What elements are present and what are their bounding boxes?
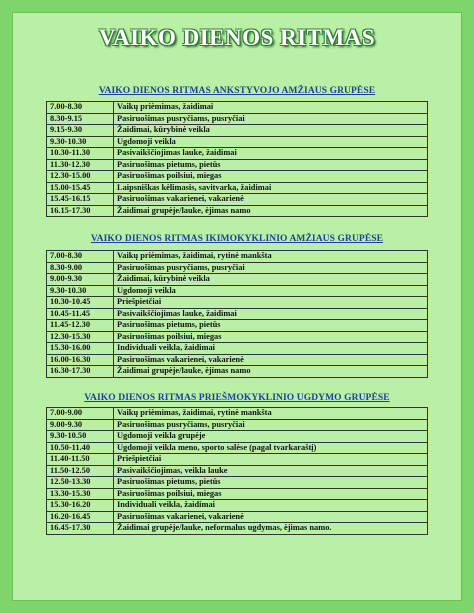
table-row bbox=[47, 297, 428, 309]
table-row bbox=[47, 194, 428, 206]
table-row bbox=[47, 354, 428, 366]
activity-cell: Pasiruošimas poilsiui, miegas bbox=[114, 488, 428, 500]
activity-cell: Pasiruošimas vakarienei, vakarienė bbox=[114, 194, 428, 206]
table-row bbox=[47, 331, 428, 343]
activity-cell: Žaidimai, kūrybinė veikla bbox=[114, 125, 428, 137]
time-cell: 16.15-17.30 bbox=[47, 205, 114, 217]
time-cell: 12.30-15.00 bbox=[47, 171, 114, 183]
table-row bbox=[47, 477, 428, 489]
activity-cell: Pasivaikščiojimas lauke, žaidimai bbox=[114, 308, 428, 320]
time-cell: 7.00-8.30 bbox=[47, 102, 114, 114]
activity-cell: Ugdomoji veikla bbox=[114, 136, 428, 148]
table-row bbox=[47, 136, 428, 148]
activity-cell: Pasiruošimas vakarienei, vakarienė bbox=[114, 354, 428, 366]
activity-cell: Pasiruošimas pietums, pietūs bbox=[114, 477, 428, 489]
document-page bbox=[12, 12, 462, 601]
time-cell: 10.45-11.45 bbox=[47, 308, 114, 320]
time-cell: 16.45-17.30 bbox=[47, 523, 114, 535]
time-cell: 11.40-11.50 bbox=[47, 454, 114, 466]
time-cell: 12.30-15.30 bbox=[47, 331, 114, 343]
time-cell: 16.00-16.30 bbox=[47, 354, 114, 366]
time-cell: 9.30-10.30 bbox=[47, 136, 114, 148]
time-cell: 11.45-12.30 bbox=[47, 320, 114, 332]
table-row bbox=[47, 431, 428, 443]
activity-cell: Pasiruošimas pietums, pietūs bbox=[114, 159, 428, 171]
time-cell: 10.30-10.45 bbox=[47, 297, 114, 309]
section-early-age bbox=[13, 86, 461, 96]
activity-cell: Individuali veikla, žaidimai bbox=[114, 500, 428, 512]
table-row bbox=[47, 343, 428, 355]
time-cell: 15.30-16.20 bbox=[47, 500, 114, 512]
table-row bbox=[47, 274, 428, 286]
activity-cell: Žaidimai grupėje/lauke, neformalus ugdymas, ėjimas namo. bbox=[114, 523, 428, 535]
time-cell: 9.00-9.30 bbox=[47, 274, 114, 286]
time-cell: 9.30-10.30 bbox=[47, 285, 114, 297]
activity-cell: Pasiruošimas pusryčiams, pusryčiai bbox=[114, 419, 428, 431]
activity-cell: Pasivaikščiojimas lauke, žaidimai bbox=[114, 148, 428, 160]
table-row bbox=[47, 500, 428, 512]
table-row bbox=[47, 308, 428, 320]
table-row bbox=[47, 442, 428, 454]
activity-cell: Žaidimai grupėje/lauke, ėjimas namo bbox=[114, 366, 428, 378]
activity-cell: Pasiruošimas pusryčiams, pusryčiai bbox=[114, 262, 428, 274]
time-cell: 8.30-9.00 bbox=[47, 262, 114, 274]
time-cell: 11.50-12.50 bbox=[47, 465, 114, 477]
table-row bbox=[47, 454, 428, 466]
time-cell: 15.00-15.45 bbox=[47, 182, 114, 194]
activity-cell: Pasivaikščiojimas, veikla lauke bbox=[114, 465, 428, 477]
table-row bbox=[47, 205, 428, 217]
table-row bbox=[47, 488, 428, 500]
table-row bbox=[47, 419, 428, 431]
activity-cell: Ugdomoji veikla bbox=[114, 285, 428, 297]
section-pre-primary bbox=[13, 393, 461, 403]
table-row bbox=[47, 113, 428, 125]
time-cell: 15.45-16.15 bbox=[47, 194, 114, 206]
time-cell: 8.30-9.15 bbox=[47, 113, 114, 125]
table-row bbox=[47, 171, 428, 183]
table-row bbox=[47, 408, 428, 420]
schedule-table-preschool-age bbox=[46, 250, 428, 378]
activity-cell: Pasiruošimas pietums, pietūs bbox=[114, 320, 428, 332]
activity-cell: Priešpietčiai bbox=[114, 297, 428, 309]
table-row bbox=[47, 251, 428, 263]
schedule-table-early-age bbox=[46, 101, 428, 217]
table-row bbox=[47, 102, 428, 114]
activity-cell: Vaikų priėmimas, žaidimai, rytinė mankšta bbox=[114, 251, 428, 263]
table-row bbox=[47, 159, 428, 171]
activity-cell: Ugdomoji veikla grupėje bbox=[114, 431, 428, 443]
activity-cell: Pasiruošimas pusryčiams, pusryčiai bbox=[114, 113, 428, 125]
activity-cell: Vaikų priėmimas, žaidimai bbox=[114, 102, 428, 114]
time-cell: 16.30-17.30 bbox=[47, 366, 114, 378]
activity-cell: Žaidimai, kūrybinė veikla bbox=[114, 274, 428, 286]
table-row bbox=[47, 465, 428, 477]
activity-cell: Individuali veikla, žaidimai bbox=[114, 343, 428, 355]
activity-cell: Priešpietčiai bbox=[114, 454, 428, 466]
time-cell: 7.00-8.30 bbox=[47, 251, 114, 263]
time-cell: 15.30-16.00 bbox=[47, 343, 114, 355]
section-heading: VAIKO DIENOS RITMAS ANKSTYVOJO AMŽIAUS GRUPĖSE bbox=[98, 86, 376, 96]
time-cell: 9.30-10.50 bbox=[47, 431, 114, 443]
section-heading: VAIKO DIENOS RITMAS PRIEŠMOKYKLINIO UGDYMO GRUPĖSE bbox=[84, 393, 390, 403]
schedule-table-pre-primary bbox=[46, 407, 428, 535]
table-row bbox=[47, 366, 428, 378]
activity-cell: Pasiruošimas vakarienei, vakarienė bbox=[114, 511, 428, 523]
table-row bbox=[47, 511, 428, 523]
table-row bbox=[47, 125, 428, 137]
table-row bbox=[47, 523, 428, 535]
table-row bbox=[47, 262, 428, 274]
activity-cell: Ugdomoji veikla meno, sporto salėse (pagal tvarkaraštį) bbox=[114, 442, 428, 454]
time-cell: 16.20-16.45 bbox=[47, 511, 114, 523]
activity-cell: Vaikų priėmimas, žaidimai, rytinė mankšta bbox=[114, 408, 428, 420]
table-row bbox=[47, 182, 428, 194]
activity-cell: Laipsniškas kėlimasis, savitvarka, žaidimai bbox=[114, 182, 428, 194]
time-cell: 12.50-13.30 bbox=[47, 477, 114, 489]
section-preschool-age bbox=[13, 234, 461, 244]
time-cell: 9.00-9.30 bbox=[47, 419, 114, 431]
time-cell: 10.30-11.30 bbox=[47, 148, 114, 160]
time-cell: 13.30-15.30 bbox=[47, 488, 114, 500]
table-row bbox=[47, 285, 428, 297]
activity-cell: Žaidimai grupėje/lauke, ėjimas namo bbox=[114, 205, 428, 217]
activity-cell: Pasiruošimas poilsiui, miegas bbox=[114, 331, 428, 343]
activity-cell: Pasiruošimas poilsiui, miegas bbox=[114, 171, 428, 183]
time-cell: 10.50-11.40 bbox=[47, 442, 114, 454]
time-cell: 11.30-12.30 bbox=[47, 159, 114, 171]
table-row bbox=[47, 320, 428, 332]
section-heading: VAIKO DIENOS RITMAS IKIMOKYKLINIO AMŽIAUS GRUPĖSE bbox=[90, 234, 384, 244]
page-title: VAIKO DIENOS RITMAS bbox=[98, 25, 376, 50]
table-row bbox=[47, 148, 428, 160]
time-cell: 7.00-9.00 bbox=[47, 408, 114, 420]
time-cell: 9.15-9.30 bbox=[47, 125, 114, 137]
